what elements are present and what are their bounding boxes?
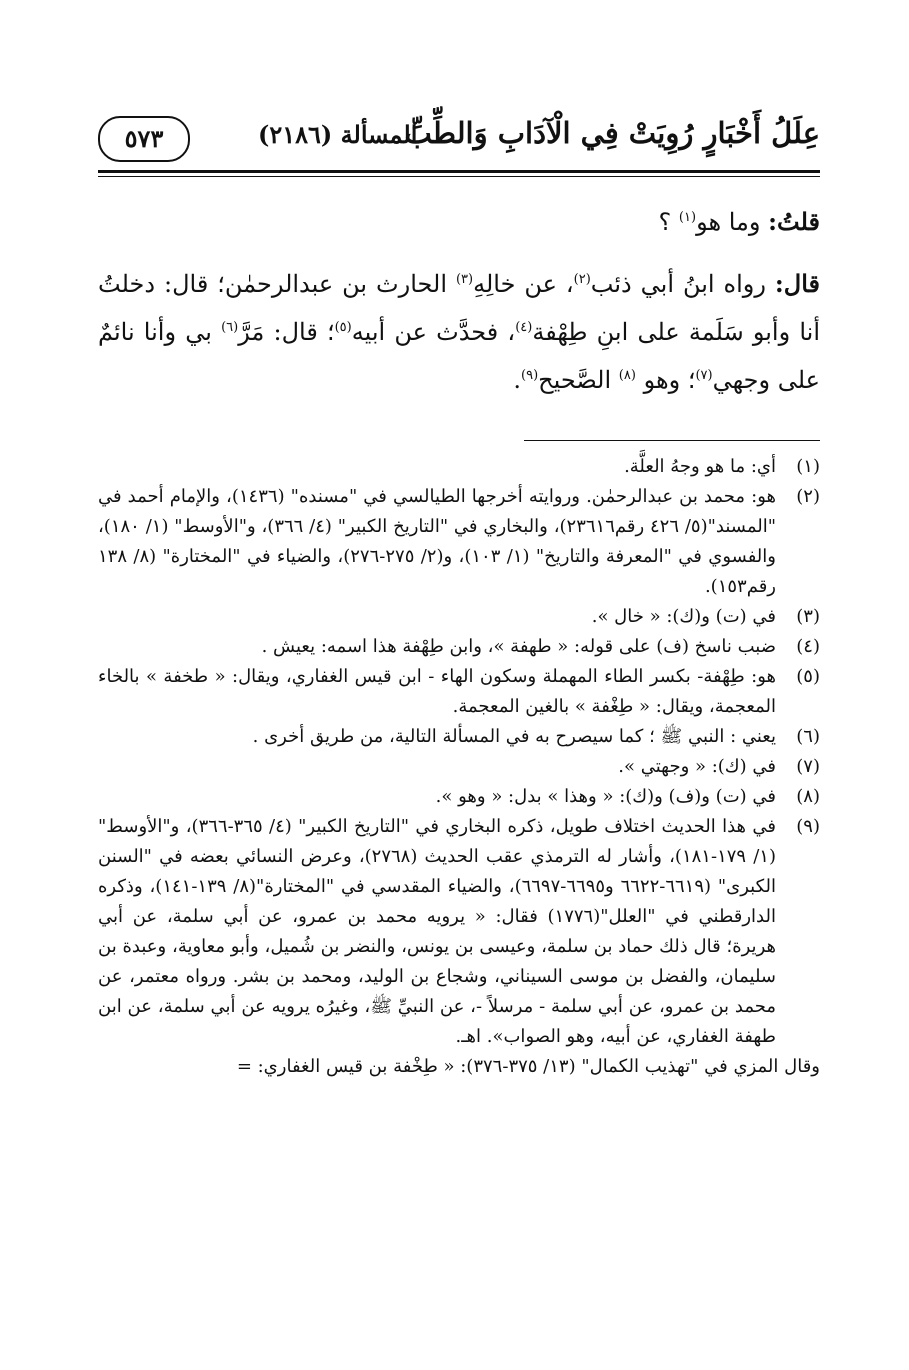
footnote-text: يعني : النبي ﷺ ؛ كما سيصرح به في المسألة التالية، من طريق أخرى . <box>252 726 776 747</box>
footnote-text: هو: محمد بن عبدالرحمٰن. وروايته أخرجها الطيالسي في "مسنده" (١٤٣٦)، والإمام أحمد في "المسند"(٥/ ٤٢٦ رقم٢٣٦١٦)، والبخاري في "التاريخ الكبير" (٤/ ٣٦٦)، و"الأوسط" (١/ ١٨٠)، والفسوي في "المعرفة والتاريخ" (١/ ١٠٣)، و(٢/ ٢٧٥-٢٧٦)، والضياء في "المختارة" (٨/ ١٣٨ رقم١٥٣). <box>98 486 776 597</box>
header-rule-thin <box>98 176 820 177</box>
footnote-text: أي: ما هو وجهُ العلَّة. <box>624 456 776 477</box>
footnote-number: (٤) <box>796 636 820 657</box>
footnote <box>98 812 820 1052</box>
footnote-text: في (ت) و(ف) و(ك): « وهذا » بدل: « وهو ». <box>435 786 776 807</box>
a-part-5: ؛ قال: مَرَّ <box>238 318 335 346</box>
book-title: عِلَلُ أَخْبَارٍ رُوِيَتْ فِي الْآدَابِ وَالطِّبِّ <box>404 116 820 150</box>
footnote-number: (٧) <box>796 756 820 777</box>
footnote-text: في (ك): « وجهتي ». <box>618 756 776 777</box>
footnote-mark-4: (٤) <box>515 320 533 335</box>
footnote-number: (٨) <box>796 786 820 807</box>
footnote <box>98 452 820 482</box>
footnote-continuation <box>98 1052 820 1082</box>
footnote-text: ضبب ناسخ (ف) على قوله: « طهفة »، وابن طِهْفة هذا اسمه: يعيش . <box>261 636 776 657</box>
masala-number: المسألة (٢١٨٦) <box>258 120 418 149</box>
a-part-1: رواه ابنُ أبي ذئب <box>590 270 766 298</box>
footnote-mark-6: (٦) <box>221 320 239 335</box>
a-part-9: . <box>513 366 521 394</box>
footnote <box>98 752 820 782</box>
page-number: ٥٧٣ <box>98 116 190 162</box>
footnote-text: هو: طِهْفة- بكسر الطاء المهملة وسكون الهاء - ابن قيس الغفاري، ويقال: « طخفة » بالخاء المعجمة، ويقال: « طِغْفة » بالغين المعجمة. <box>98 666 776 717</box>
footnote <box>98 782 820 812</box>
footnote <box>98 632 820 662</box>
page-header <box>98 110 820 170</box>
a-part-3: الحارث بن عبدالرحمٰن؛ قال: دخلتُ أنا وأبو سَلَمة على ابنِ طِهْفة <box>98 270 821 346</box>
footnote-text: وقال المزي في "تهذيب الكمال" (١٣/ ٣٧٥-٣٧٦): « طِخْفة بن قيس الغفاري: = <box>236 1056 820 1077</box>
answer-paragraph <box>98 260 820 404</box>
footnote <box>98 602 820 632</box>
footnote-number: (١) <box>796 456 820 477</box>
footnote-separator <box>524 440 820 441</box>
footnote <box>98 662 820 722</box>
footnote-mark-8: (٨) <box>618 368 636 383</box>
footnotes <box>98 452 820 1082</box>
footnote <box>98 482 820 602</box>
footnote-mark-7: (٧) <box>695 368 713 383</box>
footnote-text: في (ت) و(ك): « خال ». <box>591 606 776 627</box>
footnote-number: (٩) <box>796 816 820 837</box>
question-line <box>98 198 820 246</box>
footnote-mark-3: (٣) <box>455 272 474 287</box>
footnote <box>98 722 820 752</box>
footnote-number: (٥) <box>796 666 820 687</box>
a-part-2: ، عن خالِهِ <box>473 270 574 298</box>
footnote-mark-1: (١) <box>678 210 697 225</box>
a-label: قال: <box>774 269 820 298</box>
footnote-mark-2: (٢) <box>573 272 591 287</box>
footnote-number: (٢) <box>796 486 820 507</box>
footnote-mark-5: (٥) <box>334 320 352 335</box>
q-text: وما هو <box>696 208 761 236</box>
a-part-7: ؛ وهو <box>635 366 696 394</box>
header-rule-thick <box>98 170 820 173</box>
footnote-mark-9: (٩) <box>521 368 539 383</box>
main-text <box>98 198 820 404</box>
a-part-6: بي وأنا نائمٌ على وجهي <box>98 318 820 394</box>
q-label: قلتُ: <box>768 207 820 236</box>
footnote-number: (٣) <box>796 606 820 627</box>
q-end: ؟ <box>658 208 672 236</box>
footnote-text: في هذا الحديث اختلاف طويل، ذكره البخاري في "التاريخ الكبير" (٤/ ٣٦٥-٣٦٦)، و"الأوسط"(١/ ١٧٩-١٨١)، وأشار له الترمذي عقب الحديث (٢٧٦٨)، وعرض النسائي بعضه في "السنن الكبرى" (٦٦١٩-٦٦٢٢ و٦٦٩٥-٦٦٩٧)، والضياء المقدسي في "المختارة"(٨/ ١٣٩-١٤١)، وذكره الدارقطني في "العلل"(١٧٧٦) فقال: « يرويه محمد بن عمرو، عن أبي سلمة، عن أبي هريرة؛ قال ذلك حماد بن سلمة، وعيسى بن يونس، والنضر بن شُميل، وأبو معاوية، وعبدة بن سليمان، والفضل بن موسى السيناني، وشجاع بن الوليد، ومحمد بن بشر. ورواه معتمر، عن محمد بن عمرو، عن أبي سلمة - مرسلاً -، عن النبيِّ ﷺ، وغيرُه يرويه عن أبي سلمة، عن ابن طهفة الغفاري، عن أبيه، وهو الصواب». اهـ. <box>98 816 777 1047</box>
a-part-4: ، فحدَّث عن أبيه <box>351 318 516 346</box>
a-part-8: الصَّحيح <box>538 366 619 394</box>
footnote-number: (٦) <box>796 726 820 747</box>
